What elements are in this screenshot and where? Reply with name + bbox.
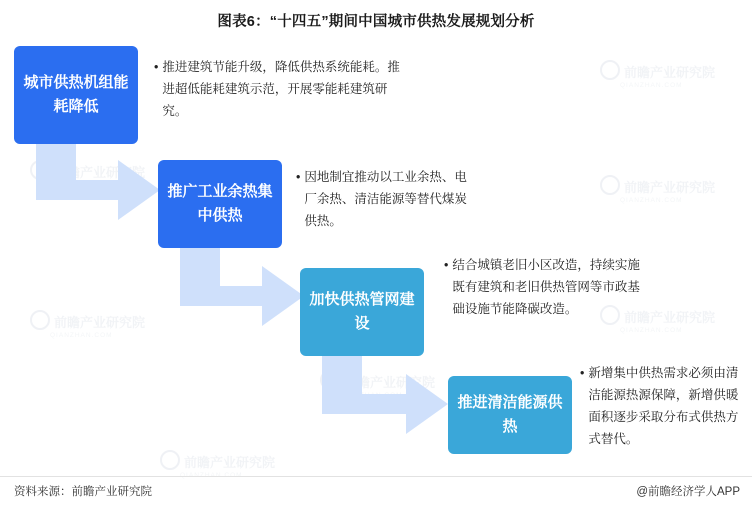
page-title: 图表6：“十四五”期间中国城市供热发展规划分析 — [217, 14, 535, 30]
watermark-logo-icon — [30, 310, 50, 330]
watermark-logo-icon — [160, 450, 180, 470]
step-detail-4 — [580, 362, 748, 450]
step-detail-text: 结合城镇老旧小区改造，持续实施既有建筑和老旧供热管网等市政基础设施节能降碳改造。 — [452, 258, 640, 316]
bullet-icon: • — [154, 60, 159, 74]
step-detail-2 — [296, 166, 476, 232]
bullet-icon: • — [580, 366, 585, 380]
step-detail-3 — [444, 254, 650, 320]
watermark: 前瞻产业研究院 QIANZHAN.COM — [600, 305, 715, 334]
step-detail-text: 推进建筑节能升级，降低供热系统能耗。推进超低能耗建筑示范，开展零能耗建筑研究。 — [162, 60, 400, 118]
bullet-icon: • — [444, 258, 449, 272]
bullet-icon: • — [296, 170, 301, 184]
account-note: @前瞻经济学人APP — [636, 486, 740, 498]
step-box-2[interactable]: 推广工业余热集中供热 — [158, 160, 282, 248]
arrow-step2-to-step3 — [158, 244, 308, 340]
watermark: 前瞻产业研究院 QIANZHAN.COM — [600, 175, 715, 204]
watermark: 前瞻产业研究院 — [320, 370, 435, 399]
source-note: 资料来源：前瞻产业研究院 — [14, 486, 152, 498]
arrow-step3-to-step4 — [300, 352, 452, 448]
step-detail-text: 新增集中供热需求必须由清洁能源热源保障，新增供暖面积逐步采取分布式供热方式替代。 — [588, 366, 739, 446]
step-detail-text: 因地制宜推动以工业余热、电厂余热、清洁能源等替代煤炭供热。 — [304, 170, 467, 228]
step-detail-1 — [154, 56, 406, 122]
step-box-4[interactable]: 推进清洁能源供热 — [448, 376, 572, 454]
footer-divider — [0, 476, 752, 477]
watermark: 前瞻产业研究院 QIANZHAN.COM — [600, 60, 715, 89]
watermark: 前瞻产业研究院 — [30, 160, 145, 189]
watermark: 前瞻产业研究院 QIANZHAN.COM — [30, 310, 145, 339]
watermark: 前瞻产业研究院 — [160, 450, 275, 479]
step-box-1[interactable]: 城市供热机组能耗降低 — [14, 46, 138, 144]
step-box-3[interactable]: 加快供热管网建设 — [300, 268, 424, 356]
watermark-logo-icon — [600, 175, 620, 195]
arrow-step1-to-step2 — [14, 138, 164, 234]
watermark-logo-icon — [600, 60, 620, 80]
